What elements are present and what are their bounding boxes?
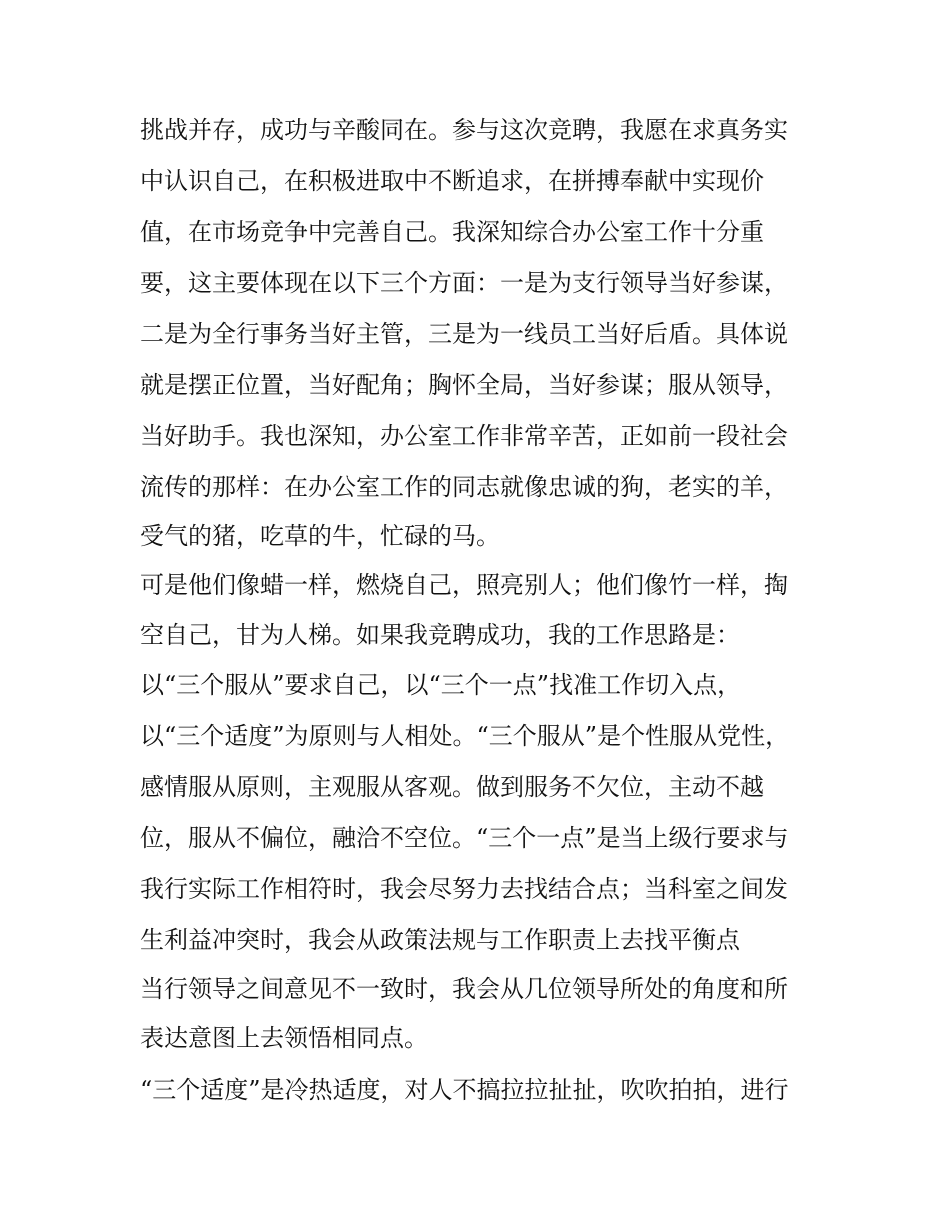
text-line: 生利益冲突时，我会从政策法规与工作职责上去找平衡点 (140, 926, 740, 954)
text-line: 受气的猪，吃草的牛，忙碌的马。 (140, 522, 500, 550)
text-line: 可是他们像蜡一样，燃烧自己，照亮别人；他们像竹一样，掏 (140, 571, 788, 599)
text-line: 二是为全行事务当好主管，三是为一线员工当好后盾。具体说 (140, 320, 788, 348)
text-line: 值，在市场竞争中完善自己。我深知综合办公室工作十分重 (140, 218, 764, 246)
text-line: 我行实际工作相符时，我会尽努力去找结合点；当科室之间发 (140, 875, 788, 903)
text-line: “三个适度”是冷热适度，对人不搞拉拉扯扯，吹吹拍拍，进行 (140, 1076, 789, 1104)
text-line: 当好助手。我也深知，办公室工作非常辛苦，正如前一段社会 (140, 422, 788, 450)
text-line: 流传的那样：在办公室工作的同志就像忠诚的狗，老实的羊， (140, 473, 788, 501)
text-line: 就是摆正位置，当好配角；胸怀全局，当好参谋；服从领导， (140, 371, 788, 399)
text-line: 感情服从原则，主观服从客观。做到服务不欠位，主动不越 (140, 773, 764, 801)
text-line: 以“三个适度”为原则与人相处。“三个服从”是个性服从党性， (140, 722, 790, 750)
text-line: 挑战并存，成功与辛酸同在。参与这次竞聘，我愿在求真务实 (140, 116, 788, 144)
text-line: 位，服从不偏位，融洽不空位。“三个一点”是当上级行要求与 (140, 824, 789, 852)
text-line: 要，这主要体现在以下三个方面：一是为支行领导当好参谋， (140, 269, 788, 297)
text-line: 当行领导之间意见不一致时，我会从几位领导所处的角度和所 (140, 975, 788, 1003)
text-line: 以“三个服从”要求自己，以“三个一点”找准工作切入点， (140, 671, 742, 699)
text-line: 中认识自己，在积极进取中不断追求，在拼搏奉献中实现价 (140, 167, 764, 195)
text-line: 表达意图上去领悟相同点。 (140, 1024, 428, 1052)
text-line: 空自己，甘为人梯。如果我竞聘成功，我的工作思路是： (140, 621, 740, 649)
